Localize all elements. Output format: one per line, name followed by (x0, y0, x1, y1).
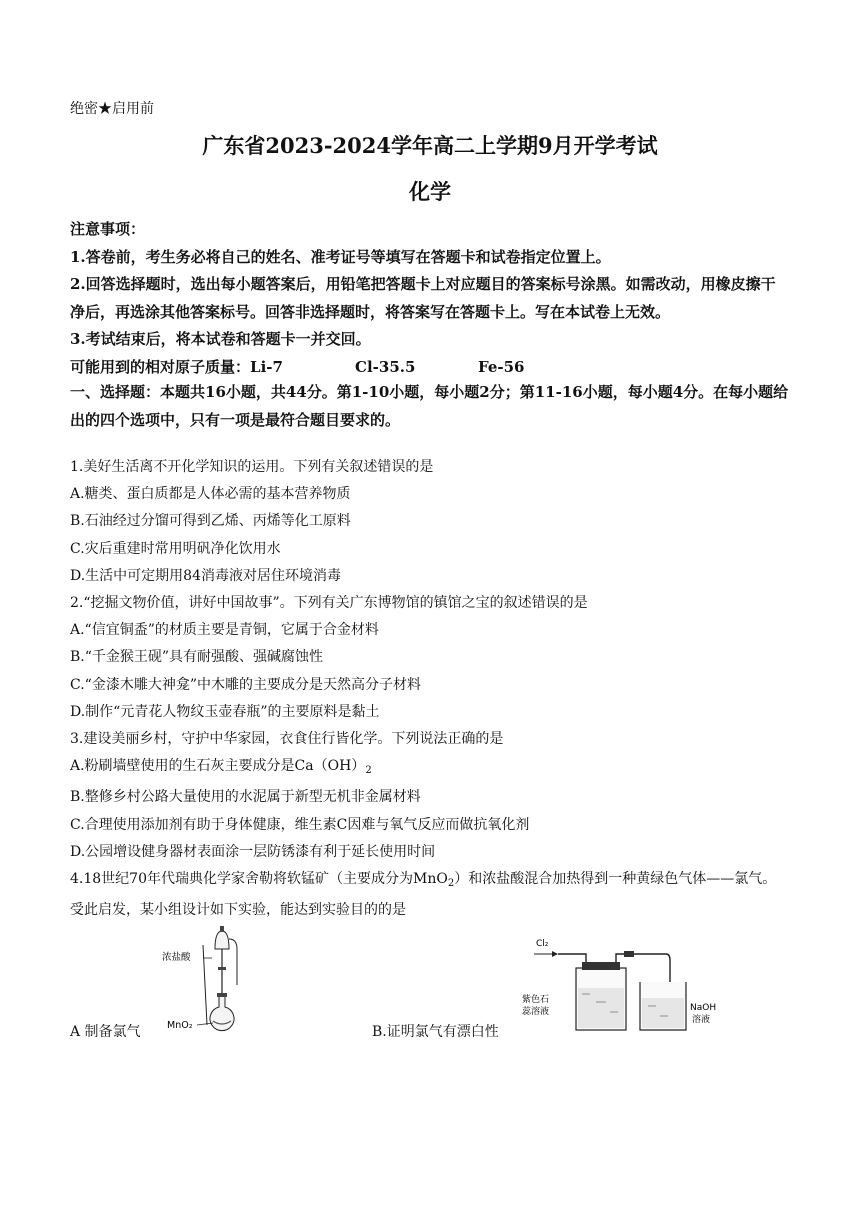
svg-text:蕊溶液: 蕊溶液 (522, 1007, 550, 1017)
exam-title: 广东省2023-2024学年高二上学期9月开学考试 (202, 133, 658, 158)
atomic-mass-label: 可能用到的相对原子质量： (70, 357, 251, 376)
fig-a-solid-label: MnO₂ (167, 1020, 193, 1031)
q2-option-a: A.“信宜铜盉”的材质主要是青铜，它属于合金材料 (70, 622, 379, 639)
fig-b-label: B.证明氯气有漂白性 (372, 1024, 499, 1040)
q1-option-d: D.生活中可定期用84消毒液对居住环境消毒 (70, 567, 341, 584)
q2-option-c: C.“金漆木雕大神龛”中木雕的主要成分是天然高分子材料 (70, 676, 421, 693)
note-item-2: 2.回答选择题时，选出每小题答案后，用铅笔把答题卡上对应题目的答案标号涂黑。如需改动，用橡皮擦干净后，再选涂其他答案标号。回答非选择题时，将答案写在答题卡上。写在本试卷上无效。 (70, 275, 776, 321)
fig-b-gas-label: Cl₂ (536, 939, 549, 949)
atomic-mass-line (70, 354, 790, 382)
q3-option-c: C.合理使用添加剂有助于身体健康，维生素C因难与氧气反应而做抗氧化剂 (70, 816, 530, 833)
atomic-mass-fe: Fe-56 (478, 357, 525, 376)
note-item-1: 1.答卷前，考生务必将自己的姓名、准考证号等填写在答题卡和试卷指定位置上。 (70, 247, 611, 266)
subject-title: 化学 (409, 179, 451, 204)
q3-option-a: A.粉刷墙壁使用的生石灰主要成分是$Ca(OH)_2$ (70, 758, 372, 777)
q2-option-b: B.“千金猴王砚”具有耐强酸、强碱腐蚀性 (70, 649, 324, 666)
q4-stem: 4.18世纪70年代瑞典化学家舍勒将软锰矿（主要成分为MnO$_2$）和浓盐酸混合加热得到一种黄绿色气体——氯气。受此启发，某小组设计如下实验，能达到实验目的的是 (70, 871, 777, 919)
q3-option-b: B.整修乡村公路大量使用的水泥属于新型无机非金属材料 (70, 789, 421, 806)
q3-stem: 3.建设美丽乡村，守护中华家园，衣食住行皆化学。下列说法正确的是 (70, 731, 504, 748)
note-item-3: 3.考试结束后，将本试卷和答题卡一并交回。 (70, 330, 371, 348)
q2-option-d: D.制作“元青花人物纹玉壶春瓶”的主要原料是黏土 (70, 703, 380, 720)
notes-block (70, 216, 790, 381)
fig-a-label: A 制备氯气 (70, 1024, 141, 1040)
notes-heading: 注意事项： (70, 220, 146, 238)
questions-block (70, 454, 790, 924)
svg-text:溶液: 溶液 (692, 1015, 711, 1025)
fig-a-acid-label: 浓盐酸 (162, 952, 191, 963)
atomic-mass-cl: Cl-35.5 (355, 357, 416, 376)
q1-stem: 1.美好生活离不开化学知识的运用。下列有关叙述错误的是 (70, 459, 434, 475)
q1-option-b: B.石油经过分馏可得到乙烯、丙烯等化工原料 (70, 513, 351, 530)
fig-b-litmus-label: 紫色石 (522, 995, 550, 1005)
q1-option-c: C.灾后重建时常用明矾净化饮用水 (70, 540, 281, 557)
section-heading: 一、选择题：本题共16小题，共44分。第1-10小题，每小题2分；第11-16小题，每小题4分。在每小题给出的四个选项中，只有一项是最符合题目要求的。 (70, 383, 789, 429)
q3-option-d: D.公园增设健身器材表面涂一层防锈漆有利于延长使用时间 (70, 843, 436, 860)
atomic-mass-li: Li-7 (250, 357, 283, 376)
q1-option-a: A.糖类、蛋白质都是人体必需的基本营养物质 (70, 486, 351, 503)
fig-b-apparatus (520, 932, 730, 1036)
fig-a-apparatus (155, 925, 265, 1035)
fig-b-naoh-label: NaOH (690, 1003, 717, 1013)
q2-stem: 2.“挖掘文物价值，讲好中国故事”。下列有关广东博物馆的镇馆之宝的叙述错误的是 (70, 595, 588, 612)
secret-mark: 绝密★启用前 (70, 101, 154, 117)
